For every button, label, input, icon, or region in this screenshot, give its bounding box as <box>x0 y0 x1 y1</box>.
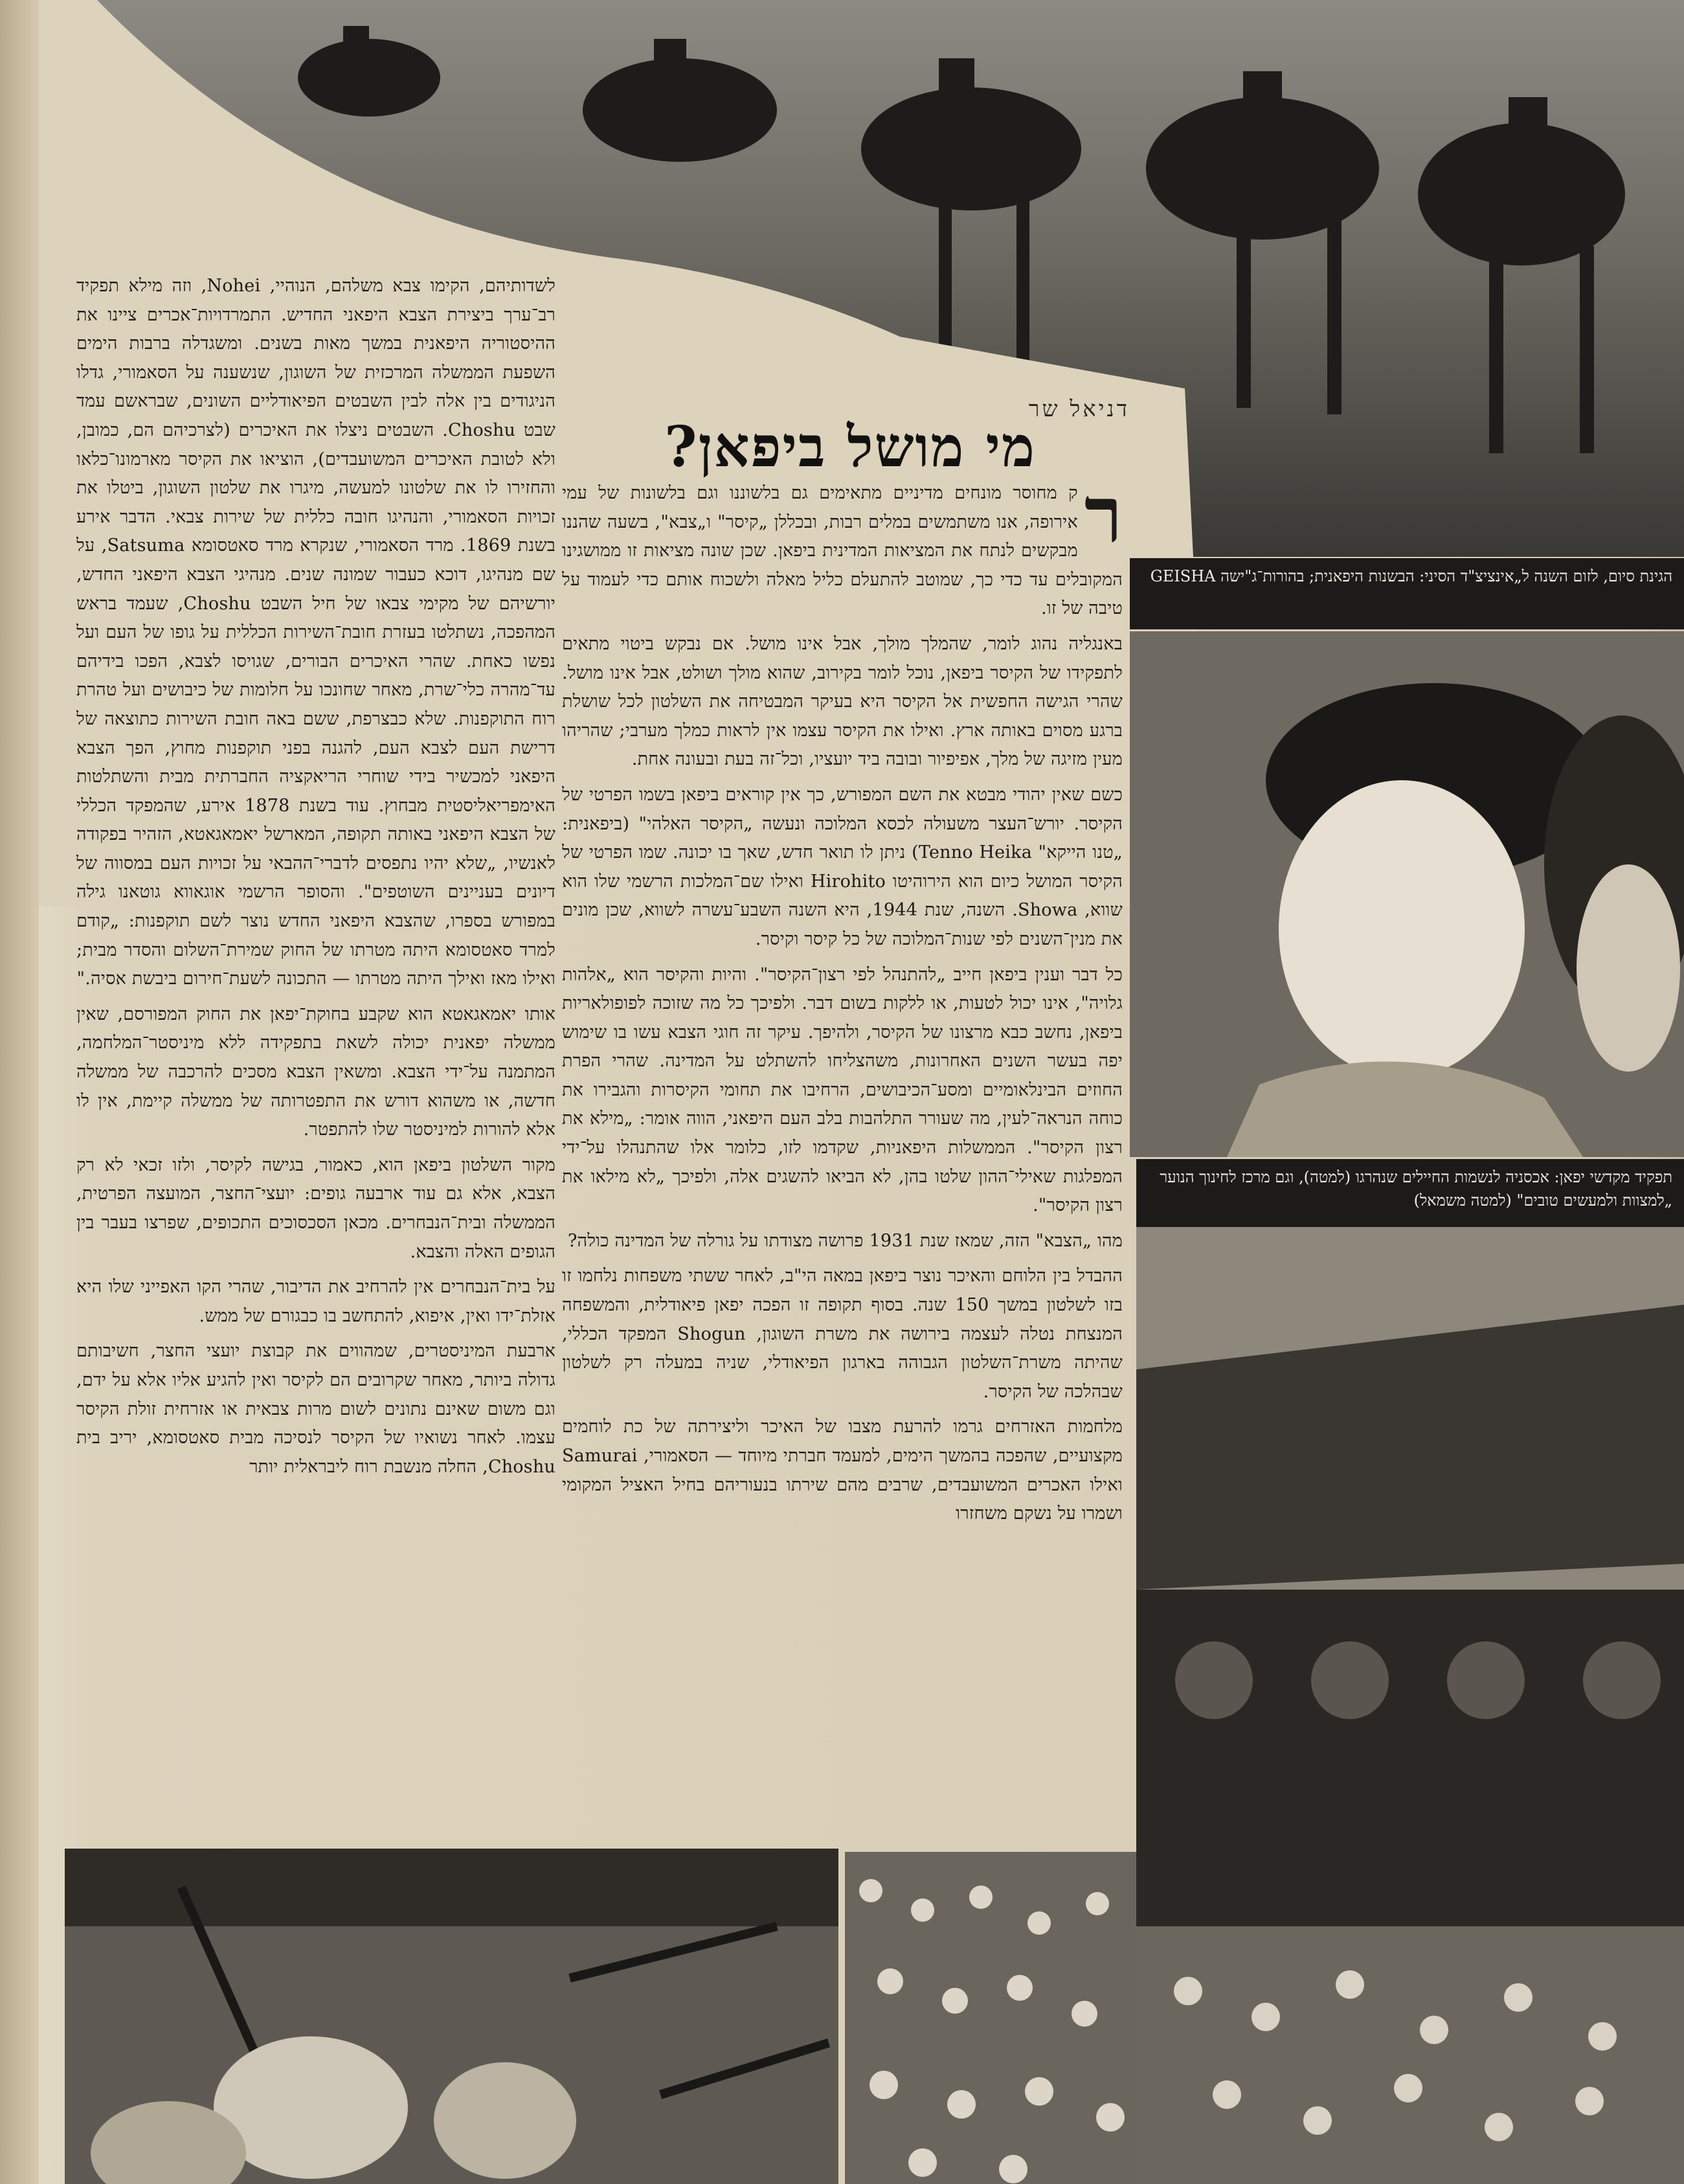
paragraph: ההבדל בין הלוחם והאיכר נוצר ביפאן במאה הי"ב, לאחר ששתי משפחות נלחמו זו בזו לשלטון במשך 150 שנה. בסוף תקופה זו הפכה יפאן פיאודלית, והמשפחה המנצחת נטלה לעצמה בירושה את משרת השוגון, Shogun המפקד הכללי, שהיתה משרת־השלטון הגבוהה בארגון הפיאודלי, שניה במעלה רק לשלטון שבהלכה של הקיסר. <box>562 1266 1123 1402</box>
paragraph: באנגליה נהוג לומר, שהמלך מולך, אבל אינו מושל. אם נבקש ביטוי מתאים לתפקידו של הקיסר ביפאן, נוכל לומר בקירוב, שהוא מולך ושולט, אבל אינו מושל. שהרי הגישה החפשית אל הקיסר היא בעיקר המבטיחה את השלטון לכל שושלת ברגע מסוים באותה ארץ. ואילו את הקיסר עצמו אין לראות כמלך מערבי; שהריהו מעין מזיגה של מלך, אפיפיור ובובה ביד יועציו, וכל־זה בעת ובעונה אחת. <box>562 633 1123 770</box>
paragraph: מקור השלטון ביפאן הוא, כאמור, בגישה לקיסר, ולזו זכאי לא רק הצבא, אלא גם עוד ארבעה גופים: יועצי־החצר, המועצה הפרטית, הממשלה ובית־הנבחרים. מכאן הסכסוכים התכופים, שפרצו בעבר בין הגופים האלה והצבא. <box>76 1154 556 1262</box>
paragraph: כל דבר וענין ביפאן חייב „להתנהל לפי רצון־הקיסר". והיות והקיסר הוא „אלהות גלויה", אינו יכול לטעות, או ללקות בשום דבר. ולפיכך כל מה שזוכה לפופולאריות ביפאן, נחשב כבא מרצונו של הקיסר, ולהיפך. עיקר זה חוגי הצבא עשו בו שימוש יפה בעשר השנים האחרונות, משהצליחו להשתלט על המדינה. שהרי הפרת החוזים הבינלאומיים ומסע־הכיבושים, הרחיבו את תחומי הקיסרות והגבירו את כוחה הנראה־לעין, מה שעורר התלהבות בלב העם היפאני, הווה אומר: „מילא את רצון הקיסר". הממשלות היפאניות, שקדמו לזו, כלומר אלו שהתנהלו על־ידי המפלגות שאילי־ההון שלטו בהן, לא הביאו להשגים אלה, ולפיכך „לא מילאו את רצון הקיסר". <box>562 964 1123 1216</box>
paragraph: ארבעת המיניסטרים, שמהווים את קבוצת יועצי החצר, חשיבותם גדולה ביותר, מאחר שקרובים הם לקיסר ואין להגיע אליו אלא על ידם, וגם משום שאינם נתונים לשום מרות צבאית או אזרחית זולת הקיסר עצמו. לאחר נשואיו של הקיסר לנסיכה מבית סאטסומא, יריב בית Choshu, החלה מנשבת רוח ליבראלית יותר <box>76 1341 556 1477</box>
article-column-left <box>76 272 556 1839</box>
geisha-photo <box>1130 631 1684 1157</box>
paragraph: ק מחוסר מונחים מדיניים מתאימים גם בלשוננו וגם בלשונות של עמי אירופה, אנו משתמשים במלים רבות, ובכללן „קיסר" ו„צבא", בשעה שהננו מבקשים לנתח את המציאות המדינית ביפאן. שכן שונה מציאות זו ממושגינו המקובלים עד כדי כך, שמוטב להתעלם כליל מאלה ולשכוח אותם כדי לעמוד על טיבה של זו. <box>562 483 1123 619</box>
paragraph: מהו „הצבא" הזה, שמאז שנת 1931 פרושה מצודתו על גורלה של המדינה כולה? <box>567 1230 1123 1251</box>
paragraph: מלחמות האזרחים גרמו להרעת מצבו של האיכר וליצירתה של כת לוחמים מקצועיים, שהפכה בהמשך הימים, למעמד חברתי מיוחד — הסאמורי, Samurai ואילו האכרים המשועבדים, שרבים מהם שירתו בנעוריהם בחיל האציל המקומי ושמרו על נשקם משחזרו <box>562 1417 1123 1524</box>
drop-cap: ר <box>1084 469 1123 561</box>
paragraph: כשם שאין יהודי מבטא את השם המפורש, כך אין קוראים ביפאן בשמו הפרטי של הקיסר. יורש־העצר משעולה לכסא המלוכה ונעשה „הקיסר האלהי" (ביפאנית: „טנו הייקא" Tenno Heika) ניתן לו תואר חדש, שאך בו יכונה. שמו הפרטי של הקיסר המושל כיום הוא הירוהיטו Hirohito ואילו שם־המלכות הרשמי שלו הוא שווא, Showa. השנה, שנת 1944, היא השנה השבע־עשרה לשווא, שכן מונים את מנין־השנים לפי שנות־המלוכה של כל קיסר וקיסר. <box>562 784 1123 949</box>
geisha-caption: הגינת סיום, לזום השנה ל„אינציצ"ד הסיני: הבשנות היפאנית; בהורות־ג"ישה GEISHA <box>1130 558 1684 629</box>
headline: מי מושל ביפאן? <box>664 414 1036 480</box>
shrine-caption: תפקיד מקדשי יפאן: אכסניה לנשמות החיילים שנהרגו (למטה), וגם מרכז לחינוך הנוער „למצוות ולמעשים טובים" (למטה משמאל) <box>1136 1159 1684 1227</box>
byline: דניאל שר <box>1028 396 1130 422</box>
shrine-photo <box>1136 1227 1684 2184</box>
article-column-right <box>562 469 1123 1955</box>
paragraph: לשדותיהם, הקימו צבא משלהם, הנוהיי, Nohei, וזה מילא תפקיד רב־ערך ביצירת הצבא היפאני החדיש. התמרדויות־אכרים ציינו את ההיסטוריה היפאנית במשך מאות בשנים. ומשגדלה ברבות הימים השפעת הממשלה המרכזית של השוגון, שנשענה על הסאמורי, גדלו הניגודים בין אלה לבין השבטים הפיאודליים השונים, שבראשם עמד שבט Choshu. השבטים ניצלו את האיכרים (לצרכיהם הם, כמובן, ולא לטובת האיכרים המשועבדים), הוציאו את הקיסר מארמונו־כלאו והחזירו לו את שלטונו למעשה, מיגרו את שלטון השוגון, ביטלו את זכויות הסאמורי, והנהיגו חובה כללית של שירות צבאי. הדבר אירע בשנת 1869. מרד הסאמורי, שנקרא מרד סאטסומא Satsuma, על שם מנהיגו, דוכא כעבור שמונה שנים. מנהיגי הצבא היפאני החדש, יורשיהם של מקימי צבאו של חיל השבט Choshu, שעמד בראש המהפכה, נשתלטו בעזרת חובת־השירות הכללית על גופו של העם ועל נפשו כאחת. שהרי האיכרים הבורים, שגויסו לצבא, הפכו בידיהם עד־מהרה כלי־שרת, מאחר שחונכו על חלומות של כיבושים ועל טהרת רוח התוקפנות. שלא כבצרפת, ששם באה חובת השירות כתוצאה של דרישת העם לצבא העם, להגנה בפני תוקפנות מחוץ, הפך הצבא היפאני למכשיר בידי שוחרי הריאקציה החברתית מבית והשתלטות האימפריאליסטית מבחוץ. עוד בשנת 1878 אירע, שהמפקד הכללי של הצבא היפאני באותה תקופה, המארשל יאמאגאטא, הזהיר בפקודה לאנשיו, „שלא יהיו נתפסים לדברי־ההבאי על זכויות העם במסווה של דיונים בעניינים השוטפים". והסופר הרשמי אוגאווא גוטאנו גילה במפורש בספרו, שהצבא היפאני החדש נוצר לשם תוקפנות: „קודם למרד סאטסומא היתה מטרתו של החוק שמירת־השלום והסדר מבית; ואילו מאז ואילך היתה מטרתו — התכונה לשעת־חירום ביבשת אסיה." <box>76 276 556 989</box>
paragraph: אותו יאמאגאטא הוא שקבע בחוקת־יפאן את החוק המפורסם, שאין ממשלה יפאנית יכולה לשאת בתפקידה ללא מיניסטר־המלחמה, המתמנה על־ידי הצבא. ומשאין הצבא מסכים להרכבה של ממשלה חדשה, או משהוא דורש את התפטרותה של ממשלה קיימת, אין לו אלא להורות למיניסטר שלו להתפטר. <box>76 1004 556 1140</box>
paragraph: על בית־הנבחרים אין להרחיב את הדיבור, שהרי הקו האפייני שלו היא אזלת־ידו ואין, איפוא, להתחשב בו כבגורם של ממש. <box>76 1277 556 1326</box>
page-binding-gutter <box>0 0 39 2184</box>
